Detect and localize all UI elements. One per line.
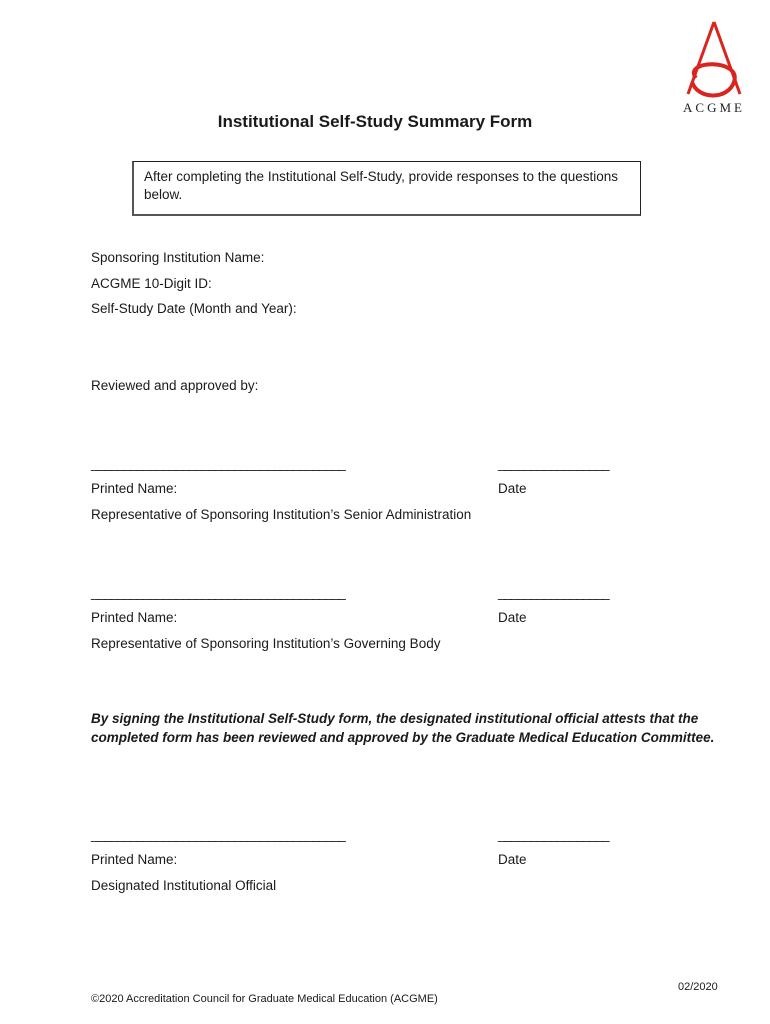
self-study-date-label: Self-Study Date (Month and Year):: [91, 301, 297, 316]
signature-line: _______________________________________: [91, 827, 345, 842]
logo-text: ACGME: [683, 100, 745, 115]
copyright: ©2020 Accreditation Council for Graduate Medical Education (ACGME): [91, 993, 438, 1005]
form-version: 02/2020: [678, 981, 718, 993]
acgme-logo-icon: [678, 20, 750, 100]
reviewed-approved-label: Reviewed and approved by:: [91, 378, 259, 393]
signer-role: Representative of Sponsoring Institution’s Governing Body: [91, 636, 441, 651]
date-label: Date: [498, 481, 527, 496]
date-line: _________________: [498, 827, 609, 842]
acgme-logo: [672, 20, 756, 120]
signature-line: _______________________________________: [91, 456, 345, 471]
institution-name-label: Sponsoring Institution Name:: [91, 250, 265, 265]
date-line: _________________: [498, 585, 609, 600]
printed-name-label: Printed Name:: [91, 852, 178, 867]
date-label: Date: [498, 852, 527, 867]
page-title: Institutional Self-Study Summary Form: [217, 112, 533, 131]
printed-name-label: Printed Name:: [91, 481, 178, 496]
date-label: Date: [498, 610, 527, 625]
signer-role: Representative of Sponsoring Institution’s Senior Administration: [91, 507, 472, 522]
signature-line: _______________________________________: [91, 585, 345, 600]
date-line: _________________: [498, 456, 609, 471]
attestation-statement: By signing the Institutional Self-Study form, the designated institutional official attests that the completed form has been reviewed and approved by the Graduate Medical Education Committee.: [91, 711, 715, 745]
signer-role: Designated Institutional Official: [91, 878, 277, 893]
printed-name-label: Printed Name:: [91, 610, 178, 625]
instructions-box: After completing the Institutional Self-Study, provide responses to the questions below.: [132, 161, 641, 216]
acgme-id-label: ACGME 10-Digit ID:: [91, 276, 212, 291]
